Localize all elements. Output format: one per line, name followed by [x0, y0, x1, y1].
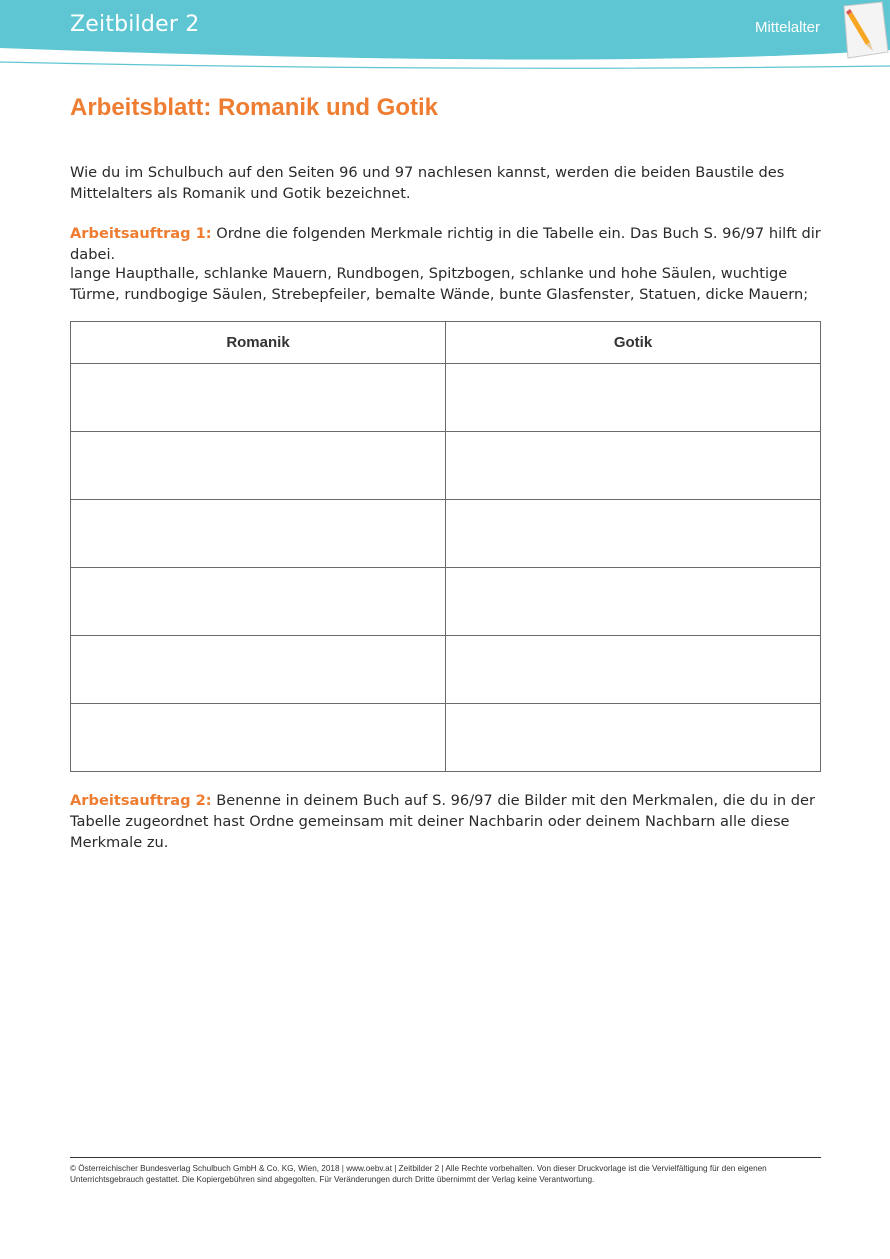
table-row	[71, 432, 821, 500]
task-1-label: Arbeitsauftrag 1:	[70, 225, 212, 242]
brand-title: Zeitbilder 2	[70, 12, 200, 37]
answer-cell-romanik[interactable]	[71, 364, 446, 432]
task-2-text: Benenne in deinem Buch auf S. 96/97 die Bilder mit den Merkmalen, die du in der Tabelle zugeordnet hast Ordne gemeinsam mit deiner Nachbarin oder deinem Nachbarn alle diese Merkmale zu.	[70, 792, 816, 851]
task-1	[70, 223, 830, 265]
answer-cell-romanik[interactable]	[71, 568, 446, 636]
answer-cell-gotik[interactable]	[446, 364, 821, 432]
answer-cell-gotik[interactable]	[446, 636, 821, 704]
section-label: Mittelalter	[754, 19, 820, 36]
table-header-row	[71, 322, 821, 364]
column-header-romanik: Romanik	[71, 322, 446, 364]
task-1-text: Ordne die folgenden Merkmale richtig in die Tabelle ein. Das Buch S. 96/97 hilft dir dabei.	[70, 225, 821, 263]
task-2-label: Arbeitsauftrag 2:	[70, 792, 212, 809]
answer-cell-romanik[interactable]	[71, 704, 446, 772]
answer-cell-gotik[interactable]	[446, 432, 821, 500]
answer-cell-gotik[interactable]	[446, 500, 821, 568]
feature-list: lange Haupthalle, schlanke Mauern, Rundbogen, Spitzbogen, schlanke und hohe Säulen, wuchtige Türme, rundbogige Säulen, Strebepfeiler, bemalte Wände, bunte Glasfenster, Statuen, dicke Mauern;	[70, 265, 809, 303]
table-row	[71, 704, 821, 772]
task-2	[70, 790, 830, 853]
pencil-icon	[830, 0, 890, 62]
intro-text: Wie du im Schulbuch auf den Seiten 96 und 97 nachlesen kannst, werden die beiden Baustile des Mittelalters als Romanik und Gotik bezeichnet.	[70, 164, 785, 202]
footer-divider	[70, 1157, 821, 1158]
footer-copyright: © Österreichischer Bundesverlag Schulbuch GmbH & Co. KG, Wien, 2018 | www.oebv.at | Zeitbilder 2 | Alle Rechte vorbehalten. Von dieser Druckvorlage ist die Vervielfältigung für den eigenen Unterrichtsgebrauch gestattet. Die Kopiergebühren sind abgegolten. Für Veränderungen durch Dritte übernimmt der Verlag keine Verantwortung.	[70, 1164, 767, 1184]
page-header	[0, 0, 890, 64]
answer-cell-gotik[interactable]	[446, 704, 821, 772]
column-header-gotik: Gotik	[446, 322, 821, 364]
classification-table	[70, 321, 821, 772]
table-row	[71, 568, 821, 636]
table-row	[71, 500, 821, 568]
answer-cell-romanik[interactable]	[71, 500, 446, 568]
page-title: Arbeitsblatt: Romanik und Gotik	[70, 94, 439, 121]
answer-cell-romanik[interactable]	[71, 432, 446, 500]
table-row	[71, 364, 821, 432]
answer-cell-gotik[interactable]	[446, 568, 821, 636]
answer-cell-romanik[interactable]	[71, 636, 446, 704]
table-row	[71, 636, 821, 704]
